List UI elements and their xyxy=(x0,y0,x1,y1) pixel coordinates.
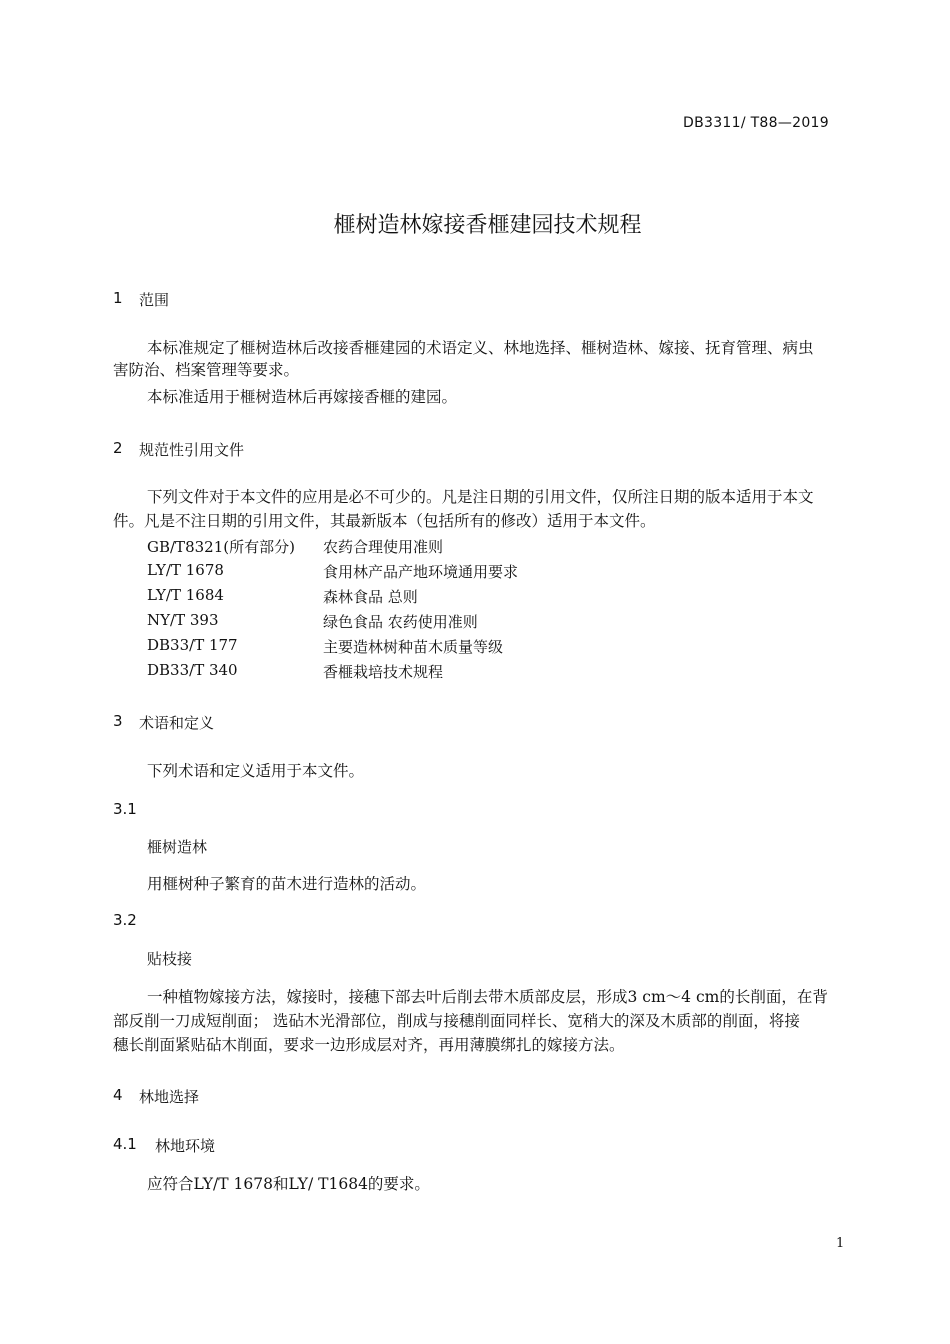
reference-code: NY/T 393 xyxy=(147,611,219,629)
term-3-2-title: 贴枝接 xyxy=(147,950,193,968)
term-3-2-definition-line: 一种植物嫁接方法，嫁接时，接穗下部去叶后削去带木质部皮层，形成3 cm～4 cm的长削面，在背 xyxy=(147,988,828,1006)
reference-name: 食用林产品产地环境通用要求 xyxy=(323,563,519,581)
section-2-paragraph-line: 下列文件对于本文件的应用是必不可少的。凡是注日期的引用文件，仅所注日期的版本适用于本文 xyxy=(147,488,814,506)
section-4-1-title: 林地环境 xyxy=(155,1137,216,1155)
section-2-number: 2 xyxy=(113,439,123,457)
reference-name: 绿色食品 农药使用准则 xyxy=(323,613,478,631)
section-1-paragraph-line: 害防治、档案管理等要求。 xyxy=(113,361,300,379)
section-1-paragraph: 本标准适用于榧树造林后再嫁接香榧的建园。 xyxy=(147,388,458,406)
reference-code: DB33/T 177 xyxy=(147,636,238,654)
section-4-number: 4 xyxy=(113,1086,123,1104)
section-4-title: 林地选择 xyxy=(139,1088,200,1106)
page-number: 1 xyxy=(836,1236,845,1251)
term-3-2-number: 3.2 xyxy=(113,911,137,929)
section-2-title: 规范性引用文件 xyxy=(139,441,245,459)
section-3-paragraph: 下列术语和定义适用于本文件。 xyxy=(147,762,365,780)
reference-name: 农药合理使用准则 xyxy=(323,538,444,556)
reference-code: LY/T 1684 xyxy=(147,586,224,604)
reference-code: GB/T8321(所有部分) xyxy=(147,538,295,556)
reference-code: LY/T 1678 xyxy=(147,561,224,579)
section-2-paragraph-line: 件。凡是不注日期的引用文件，其最新版本（包括所有的修改）适用于本文件。 xyxy=(113,512,656,530)
term-3-2-definition-line: 穗长削面紧贴砧木削面，要求一边形成层对齐，再用薄膜绑扎的嫁接方法。 xyxy=(113,1036,625,1054)
section-4-1-number: 4.1 xyxy=(113,1135,137,1153)
reference-name: 森林食品 总则 xyxy=(323,588,418,606)
reference-name: 香榧栽培技术规程 xyxy=(323,663,444,681)
term-3-1-definition: 用榧树种子繁育的苗木进行造林的活动。 xyxy=(147,875,427,893)
reference-name: 主要造林树种苗木质量等级 xyxy=(323,638,504,656)
document-title: 榧树造林嫁接香榧建园技术规程 xyxy=(333,213,642,238)
document-code: DB3311/ T88—2019 xyxy=(683,115,829,131)
term-3-1-number: 3.1 xyxy=(113,800,137,818)
section-4-1-paragraph: 应符合LY/T 1678和LY/ T1684的要求。 xyxy=(147,1175,430,1193)
term-3-2-definition-line: 部反削一刀成短削面； 选砧木光滑部位，削成与接穗削面同样长、宽稍大的深及木质部的削面，将接 xyxy=(113,1012,800,1030)
section-3-number: 3 xyxy=(113,712,123,730)
section-1-paragraph-line: 本标准规定了榧树造林后改接香榧建园的术语定义、林地选择、榧树造林、嫁接、抚育管理、病虫 xyxy=(147,339,814,357)
section-1-number: 1 xyxy=(113,289,123,307)
section-3-title: 术语和定义 xyxy=(139,714,215,732)
term-3-1-title: 榧树造林 xyxy=(147,838,208,856)
reference-code: DB33/T 340 xyxy=(147,661,238,679)
section-1-title: 范围 xyxy=(139,291,170,309)
